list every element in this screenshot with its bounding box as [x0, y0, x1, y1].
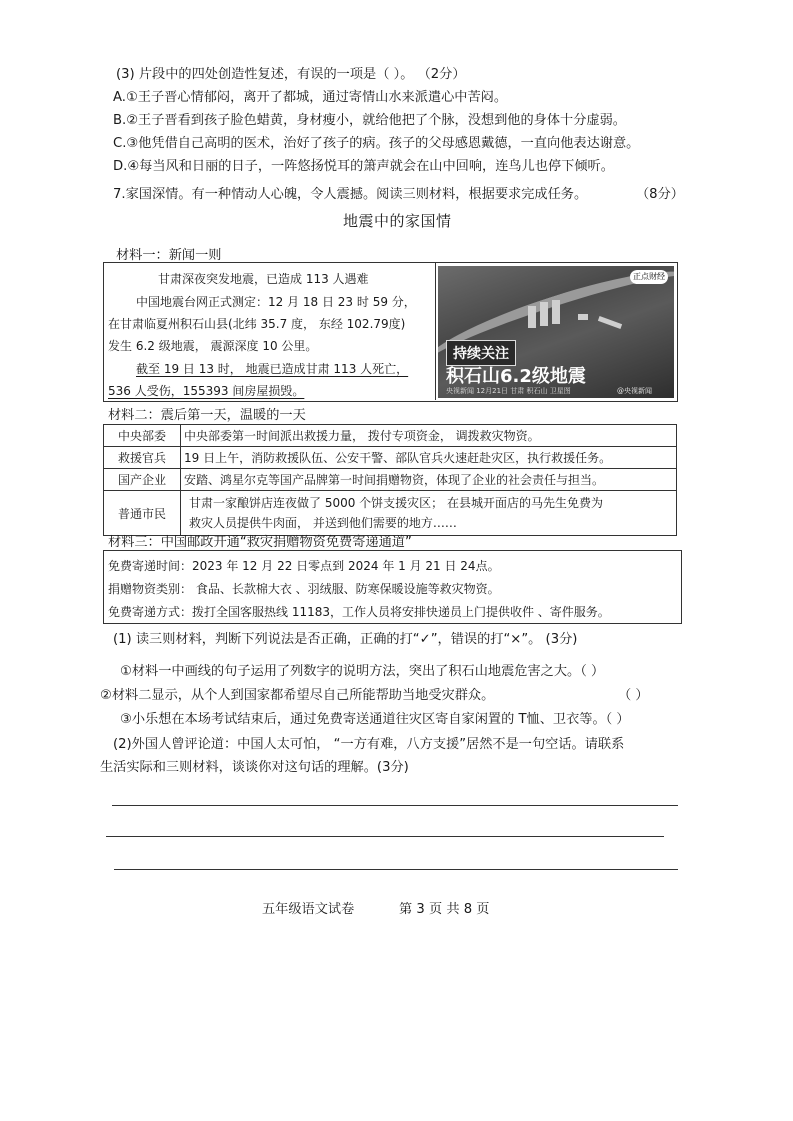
table-row	[104, 469, 677, 491]
page-number: 第 3 页 共 8 页	[399, 902, 490, 917]
sub2-line-2: 生活实际和三则材料，谈谈你对这句话的理解。(3分)	[100, 760, 409, 775]
photo-tag-quake: 积石山6.2级地震	[446, 366, 586, 387]
table-row	[104, 491, 677, 536]
news-line-2: 在甘肃临夏州积石山县(北纬 35.7 度， 东经 102.79度)	[108, 317, 406, 331]
q7-score: （8分）	[636, 187, 684, 202]
news-line-1: 中国地震台网正式测定：12 月 18 日 23 时 59 分，	[136, 295, 416, 309]
news-photo	[438, 266, 674, 398]
row-text: 中央部委第一时间派出救援力量， 拨付专项资金， 调拨救灾物资。	[181, 425, 677, 447]
news-headline: 甘肃深夜突发地震，已造成 113 人遇难	[158, 272, 369, 286]
row-text-line: 甘肃一家酿饼店连夜做了 5000 个饼支援灾区； 在县城开面店的马先生免费为	[189, 496, 603, 510]
judge-item-1[interactable]: ①材料一中画线的句子运用了列数字的说明方法，突出了积石山地震危害之大。（ ）	[120, 664, 605, 679]
news-line-3: 发生 6.2 级地震， 震源深度 10 公里。	[108, 339, 318, 353]
material3-line-1: 免费寄递时间：2023 年 12 月 22 日零点到 2024 年 1 月 21 日 24点。	[108, 559, 500, 573]
row-key: 救援官兵	[104, 447, 181, 469]
material3-line-3: 免费寄递方式：拨打全国客服热线 11183，工作人员将安排快递员上门提供收件 、寄件服务。	[108, 605, 610, 619]
answer-line-1[interactable]	[112, 805, 678, 806]
table-row	[104, 425, 677, 447]
material1-label: 材料一：新闻一则	[116, 248, 222, 263]
news-underlined-line-1: 截至 19 日 13 时， 地震已造成甘肃 113 人死亡，	[136, 362, 409, 376]
q3-option-c[interactable]: C.③他凭借自己高明的医术，治好了孩子的病。孩子的父母感恩戴德，一直向他表达谢意。	[113, 136, 640, 151]
photo-tag-follow: 持续关注	[446, 340, 516, 366]
q3-option-b[interactable]: B.②王子晋看到孩子脸色蜡黄，身材瘦小，就给他把了个脉，没想到他的身体十分虚弱。	[113, 113, 626, 128]
material1-divider	[435, 262, 436, 400]
material3-label: 材料三：中国邮政开通“救灾捐赠物资免费寄递通道”	[108, 535, 412, 550]
photo-caption: 央视新闻 12月21日 甘肃 积石山 卫星图	[446, 387, 571, 395]
row-text: 安踏、鸿星尔克等国产品牌第一时间捐赠物资，体现了企业的社会责任与担当。	[181, 469, 677, 491]
q3-stem: (3) 片段中的四处创造性复述，有误的一项是（ ）。 （2分）	[116, 67, 466, 82]
material2-table	[103, 424, 677, 536]
news-logo: 正点财经	[630, 270, 668, 284]
photo-source: @央视新闻	[617, 387, 652, 395]
row-key: 普通市民	[104, 491, 181, 536]
row-key: 中央部委	[104, 425, 181, 447]
answer-line-2[interactable]	[106, 836, 664, 837]
q3-option-a[interactable]: A.①王子晋心情郁闷，离开了都城，通过寄情山水来派遣心中苦闷。	[113, 90, 508, 105]
q3-option-d[interactable]: D.④每当风和日丽的日子，一阵悠扬悦耳的箫声就会在山中回响，连鸟儿也停下倾听。	[113, 159, 614, 174]
row-text-line: 救灾人员提供牛肉面， 并送到他们需要的地方……	[189, 516, 457, 530]
answer-line-3[interactable]	[114, 869, 678, 870]
q7-stem: 7.家国深情。有一种情动人心魄，令人震撼。阅读三则材料，根据要求完成任务。	[113, 187, 588, 202]
news-underlined-line-2: 536 人受伤，155393 间房屋损毁。	[108, 384, 305, 398]
row-key: 国产企业	[104, 469, 181, 491]
row-text: 19 日上午，消防救援队伍、公安干警、部队官兵火速赶赴灾区，执行救援任务。	[181, 447, 677, 469]
material2-label: 材料二：震后第一天，温暖的一天	[108, 408, 306, 423]
section-title: 地震中的家国情	[343, 212, 452, 230]
footer-title: 五年级语文试卷	[262, 902, 355, 917]
judge-item-3[interactable]: ③小乐想在本场考试结束后，通过免费寄送通道往灾区寄自家闲置的 T恤、卫衣等。（ ）	[120, 712, 630, 727]
judge-item-2[interactable]: ②材料二显示，从个人到国家都希望尽自己所能帮助当地受灾群众。	[100, 688, 495, 703]
sub2-line-1: (2)外国人曾评论道：中国人太可怕， “一方有难，八方支援”居然不是一句空话。请联系	[113, 737, 625, 752]
material3-line-2: 捐赠物资类别： 食品、长款棉大衣 、羽绒服、防寒保暖设施等救灾物资。	[108, 582, 500, 596]
sub1-stem: (1) 读三则材料，判断下列说法是否正确，正确的打“✓”，错误的打“×”。 (3分)	[113, 632, 578, 647]
table-row	[104, 447, 677, 469]
judge-item-2-bracket[interactable]: （ ）	[618, 688, 649, 703]
